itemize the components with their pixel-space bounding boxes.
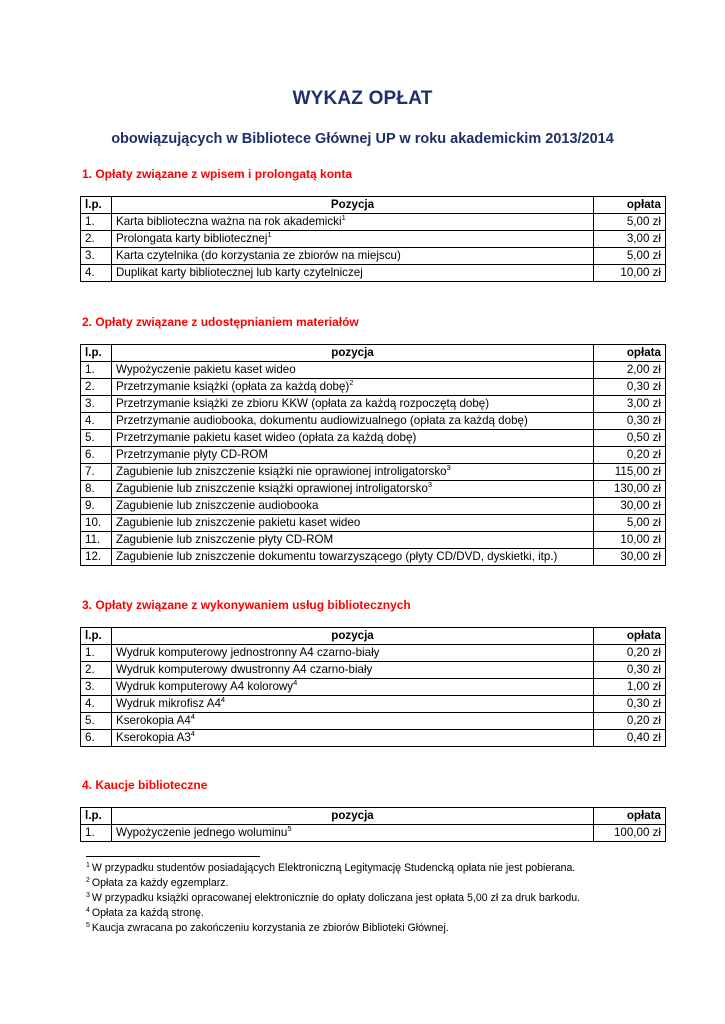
position-text: Zagubienie lub zniszczenie dokumentu towarzyszącego (płyty CD/DVD, dyskietki, itp.) — [116, 550, 558, 563]
position-text: Zagubienie lub zniszczenie audiobooka — [116, 499, 319, 512]
footnote-text: Opłata za każdą stronę. — [91, 907, 204, 919]
position-text: Przetrzymanie pakietu kaset wideo (opłata za każdą dobę) — [116, 431, 417, 444]
table-header-row — [81, 628, 666, 645]
column-header-position: Pozycja — [112, 197, 594, 214]
table-row — [81, 248, 666, 265]
fees-table-3 — [80, 627, 666, 747]
table-row — [81, 549, 666, 566]
row-fee: 0,20 zł — [594, 713, 666, 730]
row-fee: 30,00 zł — [594, 498, 666, 515]
footnote-mark: 2 — [86, 877, 90, 884]
table-row — [81, 498, 666, 515]
footnote-ref: 1 — [341, 213, 346, 222]
fees-table-2 — [80, 344, 666, 566]
footnote-ref: 4 — [190, 729, 195, 738]
section-heading-3: 3. Opłaty związane z wykonywaniem usług bibliotecznych — [82, 598, 411, 612]
row-position — [112, 825, 594, 842]
footnote-3 — [86, 891, 580, 906]
row-number: 9. — [81, 498, 112, 515]
table-row — [81, 645, 666, 662]
row-fee: 115,00 zł — [594, 464, 666, 481]
document-subtitle: obowiązujących w Bibliotece Głównej UP w roku akademickim 2013/2014 — [111, 131, 614, 147]
row-position — [112, 265, 594, 282]
table-row — [81, 825, 666, 842]
row-number: 7. — [81, 464, 112, 481]
row-number: 2. — [81, 231, 112, 248]
row-position — [112, 396, 594, 413]
row-fee: 5,00 zł — [594, 248, 666, 265]
position-text: Przetrzymanie audiobooka, dokumentu audiowizualnego (opłata za każdą dobę) — [116, 414, 528, 427]
column-header-fee: opłata — [594, 628, 666, 645]
position-text: Wypożyczenie pakietu kaset wideo — [116, 363, 296, 376]
table-row — [81, 730, 666, 747]
row-number: 6. — [81, 447, 112, 464]
footnote-ref: 5 — [287, 824, 292, 833]
row-number: 2. — [81, 662, 112, 679]
footnote-4 — [86, 906, 580, 921]
row-position — [112, 214, 594, 231]
row-number: 1. — [81, 645, 112, 662]
table-row — [81, 481, 666, 498]
footnote-text: Opłata za każdy egzemplarz. — [91, 877, 229, 889]
footnote-5 — [86, 921, 580, 936]
table-row — [81, 379, 666, 396]
column-header-lp: l.p. — [81, 808, 112, 825]
footnote-ref: 4 — [220, 695, 226, 704]
table-row — [81, 413, 666, 430]
table-row — [81, 679, 666, 696]
footnote-text: W przypadku książki opracowanej elektronicznie do opłaty doliczana jest opłata 5,00 zł za druk barkodu. — [91, 892, 581, 904]
row-number: 3. — [81, 396, 112, 413]
row-number: 1. — [81, 214, 112, 231]
table-row — [81, 362, 666, 379]
document-title: WYKAZ OPŁAT — [292, 88, 433, 109]
fees-table-1 — [80, 196, 666, 282]
position-text: Wypożyczenie jednego woluminu — [116, 826, 288, 839]
row-position — [112, 379, 594, 396]
row-number: 6. — [81, 730, 112, 747]
position-text: Duplikat karty bibliotecznej lub karty czytelniczej — [116, 266, 363, 279]
table-row — [81, 662, 666, 679]
row-position — [112, 645, 594, 662]
table-header-row — [81, 197, 666, 214]
row-number: 3. — [81, 248, 112, 265]
row-fee: 0,40 zł — [594, 730, 666, 747]
footnote-1 — [86, 861, 580, 876]
row-number: 8. — [81, 481, 112, 498]
fees-table-4 — [80, 807, 666, 842]
table-row — [81, 532, 666, 549]
row-fee: 0,30 zł — [594, 696, 666, 713]
row-number: 12. — [81, 549, 112, 566]
position-text: Wydruk komputerowy jednostronny A4 czarno-biały — [116, 646, 380, 659]
position-text: Wydruk mikrofisz A4 — [116, 697, 221, 710]
position-text: Zagubienie lub zniszczenie pakietu kaset wideo — [116, 516, 361, 529]
row-fee: 1,00 zł — [594, 679, 666, 696]
row-number: 2. — [81, 379, 112, 396]
row-fee: 0,50 zł — [594, 430, 666, 447]
column-header-lp: l.p. — [81, 345, 112, 362]
row-position — [112, 713, 594, 730]
row-position — [112, 481, 594, 498]
row-number: 5. — [81, 430, 112, 447]
row-position — [112, 231, 594, 248]
position-text: Przetrzymanie książki (opłata za każdą dobę) — [116, 380, 350, 393]
row-fee: 0,30 zł — [594, 662, 666, 679]
table-row — [81, 713, 666, 730]
footnote-ref: 3 — [446, 463, 451, 472]
position-text: Zagubienie lub zniszczenie książki nie oprawionej introligatorsko — [116, 465, 447, 478]
footnote-mark: 5 — [86, 922, 90, 929]
table-row — [81, 214, 666, 231]
row-fee: 0,30 zł — [594, 379, 666, 396]
column-header-lp: l.p. — [81, 197, 112, 214]
row-fee: 10,00 zł — [594, 532, 666, 549]
row-fee: 5,00 zł — [594, 515, 666, 532]
row-fee: 2,00 zł — [594, 362, 666, 379]
column-header-lp: l.p. — [81, 628, 112, 645]
section-heading-2: 2. Opłaty związane z udostępnianiem materiałów — [82, 315, 359, 329]
table-row — [81, 231, 666, 248]
row-number: 10. — [81, 515, 112, 532]
row-position — [112, 532, 594, 549]
footnote-ref: 2 — [349, 378, 354, 387]
position-text: Prolongata karty bibliotecznej — [116, 232, 268, 245]
column-header-fee: opłata — [594, 197, 666, 214]
table-row — [81, 396, 666, 413]
row-fee: 3,00 zł — [594, 231, 666, 248]
column-header-fee: opłata — [594, 345, 666, 362]
row-position — [112, 413, 594, 430]
position-text: Zagubienie lub zniszczenie książki oprawionej introligatorsko — [116, 482, 428, 495]
section-heading-4: 4. Kaucje biblioteczne — [82, 778, 208, 792]
position-text: Karta biblioteczna ważna na rok akademicki — [116, 215, 342, 228]
position-text: Przetrzymanie płyty CD-ROM — [116, 448, 269, 461]
footnote-text: W przypadku studentów posiadających Elektroniczną Legitymację Studencką opłata nie jest pobierana. — [91, 862, 576, 874]
row-number: 1. — [81, 362, 112, 379]
footnote-mark: 4 — [86, 907, 90, 914]
position-text: Kserokopia A4 — [116, 714, 191, 727]
row-position — [112, 498, 594, 515]
footnote-text: Kaucja zwracana po zakończeniu korzystania ze zbiorów Biblioteki Głównej. — [91, 922, 449, 934]
row-position — [112, 248, 594, 265]
position-text: Przetrzymanie książki ze zbioru KKW (opłata za każdą rozpoczętą dobę) — [116, 397, 490, 410]
row-fee: 100,00 zł — [594, 825, 666, 842]
row-number: 5. — [81, 713, 112, 730]
footnote-ref: 1 — [267, 230, 272, 239]
row-number: 4. — [81, 265, 112, 282]
row-fee: 0,20 zł — [594, 645, 666, 662]
position-text: Wydruk komputerowy A4 kolorowy — [116, 680, 294, 693]
row-fee: 10,00 zł — [594, 265, 666, 282]
row-fee: 130,00 zł — [594, 481, 666, 498]
footnotes — [86, 861, 580, 936]
row-number: 11. — [81, 532, 112, 549]
table-header-row — [81, 345, 666, 362]
row-position — [112, 696, 594, 713]
row-position — [112, 549, 594, 566]
column-header-fee: opłata — [594, 808, 666, 825]
row-position — [112, 679, 594, 696]
position-text: Karta czytelnika (do korzystania ze zbiorów na miejscu) — [116, 249, 401, 262]
row-position — [112, 447, 594, 464]
row-position — [112, 362, 594, 379]
row-fee: 3,00 zł — [594, 396, 666, 413]
row-fee: 5,00 zł — [594, 214, 666, 231]
row-fee: 0,30 zł — [594, 413, 666, 430]
row-fee: 0,20 zł — [594, 447, 666, 464]
table-row — [81, 696, 666, 713]
row-position — [112, 662, 594, 679]
row-number: 1. — [81, 825, 112, 842]
row-fee: 30,00 zł — [594, 549, 666, 566]
section-heading-1: 1. Opłaty związane z wpisem i prolongatą konta — [82, 167, 353, 181]
position-text: Kserokopia A3 — [116, 731, 191, 744]
row-number: 4. — [81, 696, 112, 713]
footnote-separator — [86, 856, 260, 857]
row-number: 3. — [81, 679, 112, 696]
footnote-ref: 4 — [293, 678, 298, 687]
row-number: 4. — [81, 413, 112, 430]
footnote-ref: 3 — [427, 480, 433, 489]
row-position — [112, 464, 594, 481]
column-header-position: pozycja — [112, 628, 594, 645]
column-header-position: pozycja — [112, 808, 594, 825]
position-text: Zagubienie lub zniszczenie płyty CD-ROM — [116, 533, 334, 546]
footnote-mark: 1 — [86, 862, 90, 869]
row-position — [112, 430, 594, 447]
footnote-2 — [86, 876, 580, 891]
footnote-mark: 3 — [86, 892, 90, 899]
column-header-position: pozycja — [112, 345, 594, 362]
position-text: Wydruk komputerowy dwustronny A4 czarno-biały — [116, 663, 373, 676]
footnote-ref: 4 — [190, 712, 195, 721]
table-row — [81, 265, 666, 282]
table-row — [81, 447, 666, 464]
row-position — [112, 730, 594, 747]
table-row — [81, 430, 666, 447]
row-position — [112, 515, 594, 532]
table-row — [81, 515, 666, 532]
table-header-row — [81, 808, 666, 825]
table-row — [81, 464, 666, 481]
